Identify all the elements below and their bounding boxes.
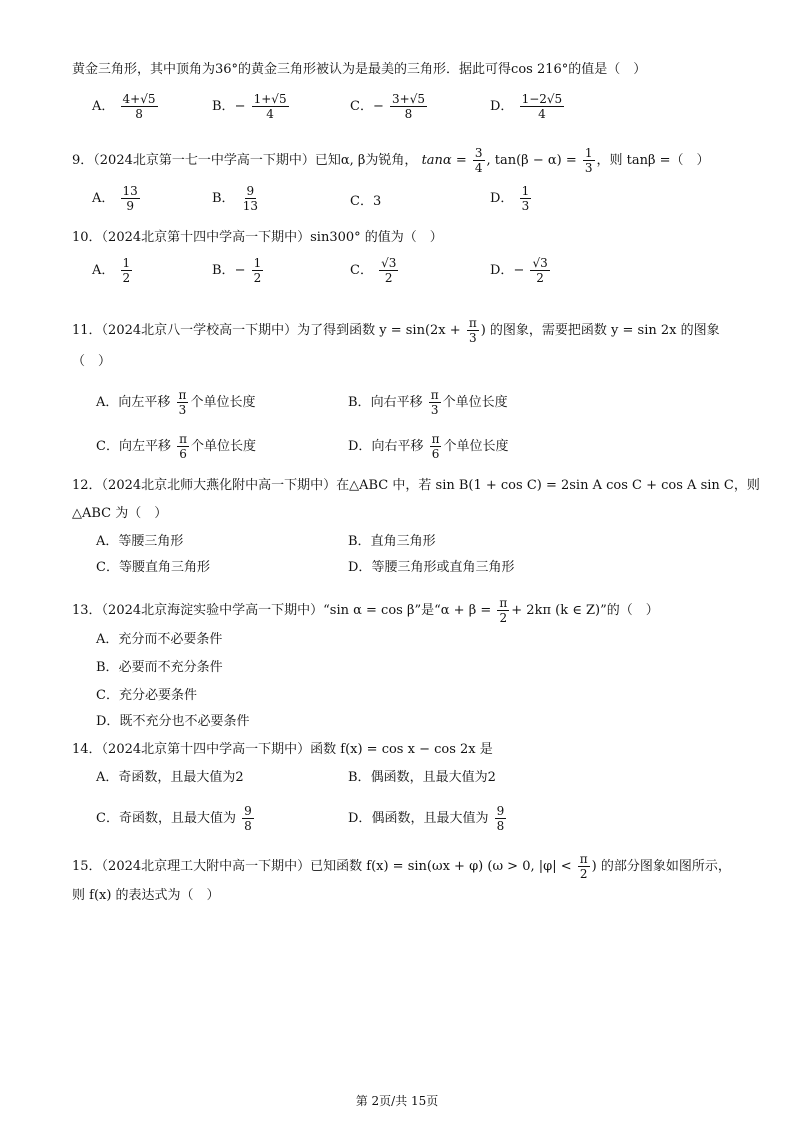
question-12-stem: 12．（2024北京北师大燕化附中高一下期中）在△ABC 中，若 sin B(1 + cos C) = 2sin A cos C + cos A sin C，则 <box>72 478 760 493</box>
q12-option-c[interactable]: C．等腰直角三角形 <box>96 560 210 575</box>
q13-option-a[interactable]: A．充分而不必要条件 <box>96 632 223 647</box>
option-label: B． <box>212 99 235 114</box>
q10-option-b[interactable]: B．− $\frac{1}{2}$ <box>212 256 262 285</box>
q14-option-b[interactable]: B．偶函数，且最大值为2 <box>348 770 496 785</box>
option-label: C． <box>350 99 373 114</box>
q8-option-d[interactable] <box>490 92 566 121</box>
q9-option-a[interactable]: A． $\frac{13}{9}$ <box>92 184 138 213</box>
q8-option-a[interactable] <box>92 92 160 121</box>
fraction: $\frac{1+√5}{4}$ <box>253 92 287 121</box>
q8-option-b[interactable]: B．− $\frac{1+√5}{4}$ <box>212 92 287 121</box>
question-8-stem: 黄金三角形，其中顶角为36°的黄金三角形被认为是最美的三角形．据此可得cos 216°的值是（ ） <box>72 62 647 77</box>
q11-option-b[interactable]: B．向右平移 $\frac{\pi}{3}$ 个单位长度 <box>348 388 508 417</box>
question-11-paren: （ ） <box>72 354 112 369</box>
q14-option-a[interactable]: A．奇函数，且最大值为2 <box>96 770 244 785</box>
question-15-stem: 15．（2024北京理工大附中高一下期中）已知函数 f(x) = sin(ωx + φ) (ω > 0, |φ| < $\frac{\pi}{2}$ ) 的部分图象如图所示， <box>72 852 731 881</box>
question-13-stem: 13．（2024北京海淀实验中学高一下期中）“sin α = cos β”是“α + β = $\frac{\pi}{2}$ + 2kπ (k ∈ Z)”的（ ） <box>72 596 659 625</box>
q11-option-c[interactable]: C．向左平移 $\frac{\pi}{6}$ 个单位长度 <box>96 432 257 461</box>
question-12-stem-2: △ABC 为（ ） <box>72 506 168 521</box>
question-9-stem: 9．（2024北京第一七一中学高一下期中）已知α, β为锐角， tanα = $\frac{3}{4}$ , tan(β − α) = $\frac{1}{3}$ ，则 tanβ =（ ） <box>72 146 710 175</box>
page-footer: 第 2页/共 15页 <box>355 1094 439 1108</box>
q14-option-d[interactable]: D．偶函数，且最大值为 $\frac{9}{8}$ <box>348 804 505 833</box>
q14-option-c[interactable]: C．奇函数，且最大值为 $\frac{9}{8}$ <box>96 804 252 833</box>
q10-option-d[interactable]: D．− $\frac{√3}{2}$ <box>490 256 548 285</box>
fraction: $\frac{3+√5}{8}$ <box>392 92 425 121</box>
q13-option-c[interactable]: C．充分必要条件 <box>96 688 197 703</box>
q12-option-d[interactable]: D．等腰三角形或直角三角形 <box>348 560 515 575</box>
fraction: $\frac{4+√5}{8}$ <box>122 92 156 121</box>
q11-option-a[interactable]: A．向左平移 $\frac{\pi}{3}$ 个单位长度 <box>96 388 256 417</box>
question-14-stem: 14．（2024北京第十四中学高一下期中）函数 f(x) = cos x − cos 2x 是 <box>72 742 493 757</box>
option-label: A． <box>92 99 115 114</box>
q9-option-d[interactable]: D． $\frac{1}{3}$ <box>490 184 530 213</box>
question-15-stem-2: 则 f(x) 的表达式为（ ） <box>72 888 220 903</box>
q12-option-b[interactable]: B．直角三角形 <box>348 534 436 549</box>
q13-option-b[interactable]: B．必要而不充分条件 <box>96 660 223 675</box>
q13-option-d[interactable]: D．既不充分也不必要条件 <box>96 714 250 729</box>
question-10-stem: 10．（2024北京第十四中学高一下期中）sin300° 的值为（ ） <box>72 230 443 245</box>
question-11-stem: 11．（2024北京八一学校高一下期中）为了得到函数 y = sin(2x + $\frac{\pi}{3}$ ) 的图象，需要把函数 y = sin 2x 的图象 <box>72 316 720 345</box>
q9-option-b[interactable]: B． $\frac{9}{13}$ <box>212 184 258 213</box>
q11-option-d[interactable]: D．向右平移 $\frac{\pi}{6}$ 个单位长度 <box>348 432 509 461</box>
fraction: $\frac{1-2√5}{4}$ <box>521 92 563 121</box>
q12-option-a[interactable]: A．等腰三角形 <box>96 534 184 549</box>
q10-option-c[interactable]: C． $\frac{√3}{2}$ <box>350 256 397 285</box>
option-label: D． <box>490 99 514 114</box>
q8-option-c[interactable]: C．− $\frac{3+√5}{8}$ <box>350 92 425 121</box>
q9-option-c[interactable]: C．3 <box>350 194 382 209</box>
q10-option-a[interactable]: A． $\frac{1}{2}$ <box>92 256 131 285</box>
